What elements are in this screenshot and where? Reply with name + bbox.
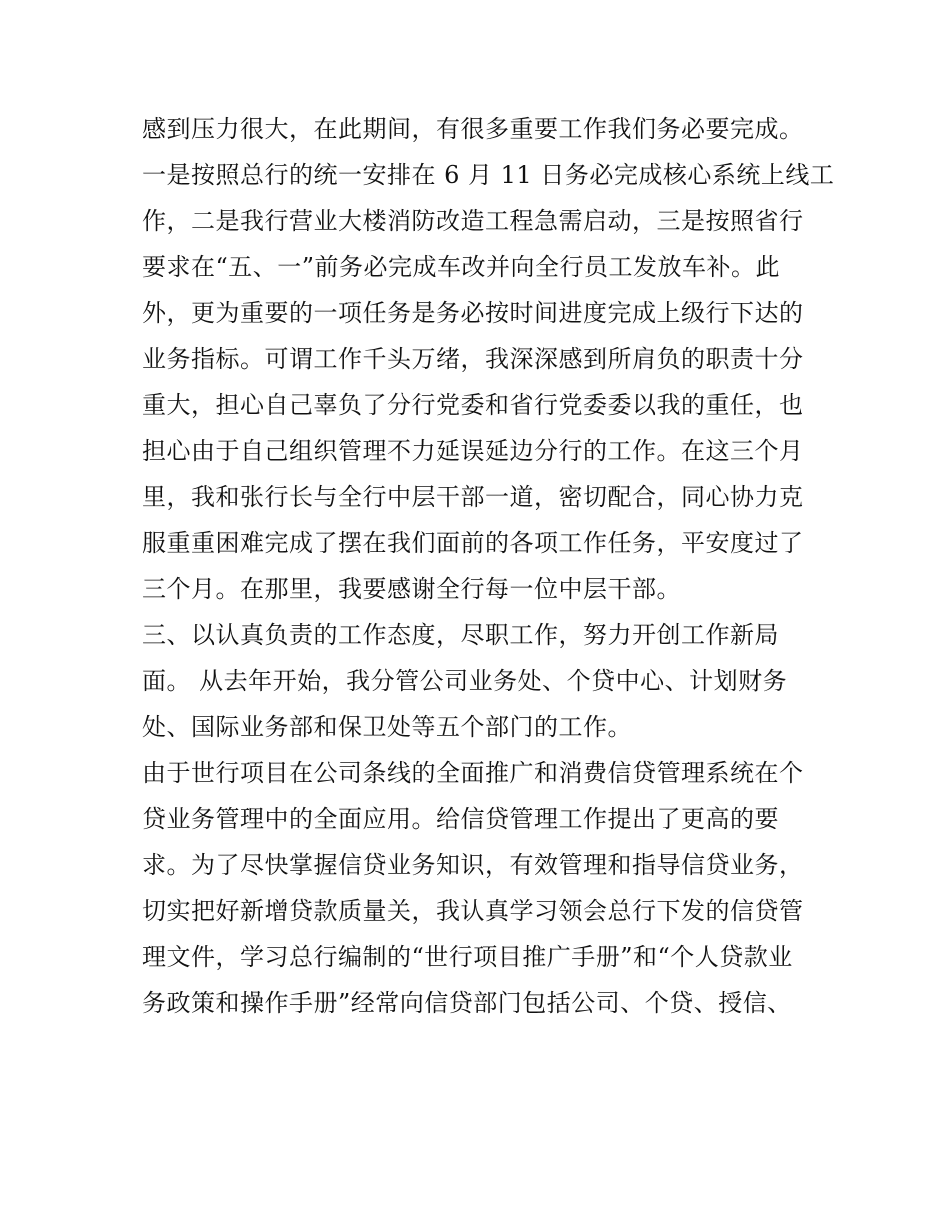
body-text — [142, 106, 835, 1026]
text-line-11: 三个月。在那里，我要感谢全行每一位中层干部。 — [142, 575, 681, 603]
text-line-19: 理文件，学习总行编制的“世行项目推广手册”和“个人贷款业 — [142, 943, 793, 971]
text-line-13: 面。 从去年开始，我分管公司业务处、个贷中心、计划财务 — [142, 667, 788, 695]
text-line-1: 感到压力很大，在此期间，有很多重要工作我们务必要完成。 — [142, 115, 804, 143]
text-line-7: 重大，担心自己辜负了分行党委和省行党委委以我的重任，也 — [142, 391, 804, 419]
text-line-3: 作，二是我行营业大楼消防改造工程急需启动，三是按照省行 — [142, 207, 804, 235]
text-line-12: 三、以认真负责的工作态度，尽职工作，努力开创工作新局 — [142, 621, 779, 649]
text-line-4: 要求在“五、一”前务必完成车改并向全行员工发放车补。此 — [142, 253, 781, 281]
text-line-17: 求。为了尽快掌握信贷业务知识，有效管理和指导信贷业务， — [142, 851, 804, 879]
text-line-15: 由于世行项目在公司条线的全面推广和消费信贷管理系统在个 — [142, 759, 804, 787]
text-line-10: 服重重困难完成了摆在我们面前的各项工作任务，平安度过了 — [142, 529, 804, 557]
text-line-14: 处、国际业务部和保卫处等五个部门的工作。 — [142, 713, 632, 741]
text-line-8: 担心由于自己组织管理不力延误延边分行的工作。在这三个月 — [142, 437, 804, 465]
text-line-9: 里，我和张行长与全行中层干部一道，密切配合，同心协力克 — [142, 483, 804, 511]
text-line-18: 切实把好新增贷款质量关，我认真学习领会总行下发的信贷管 — [142, 897, 804, 925]
text-line-2: 一是按照总行的统一安排在 6 月 11 日务必完成核心系统上线工 — [142, 161, 835, 189]
text-line-20: 务政策和操作手册”经常向信贷部门包括公司、个贷、授信、 — [142, 989, 792, 1017]
text-line-16: 贷业务管理中的全面应用。给信贷管理工作提出了更高的要 — [142, 805, 779, 833]
text-line-6: 业务指标。可谓工作千头万绪，我深深感到所肩负的职责十分 — [142, 345, 804, 373]
text-line-5: 外，更为重要的一项任务是务必按时间进度完成上级行下达的 — [142, 299, 804, 327]
